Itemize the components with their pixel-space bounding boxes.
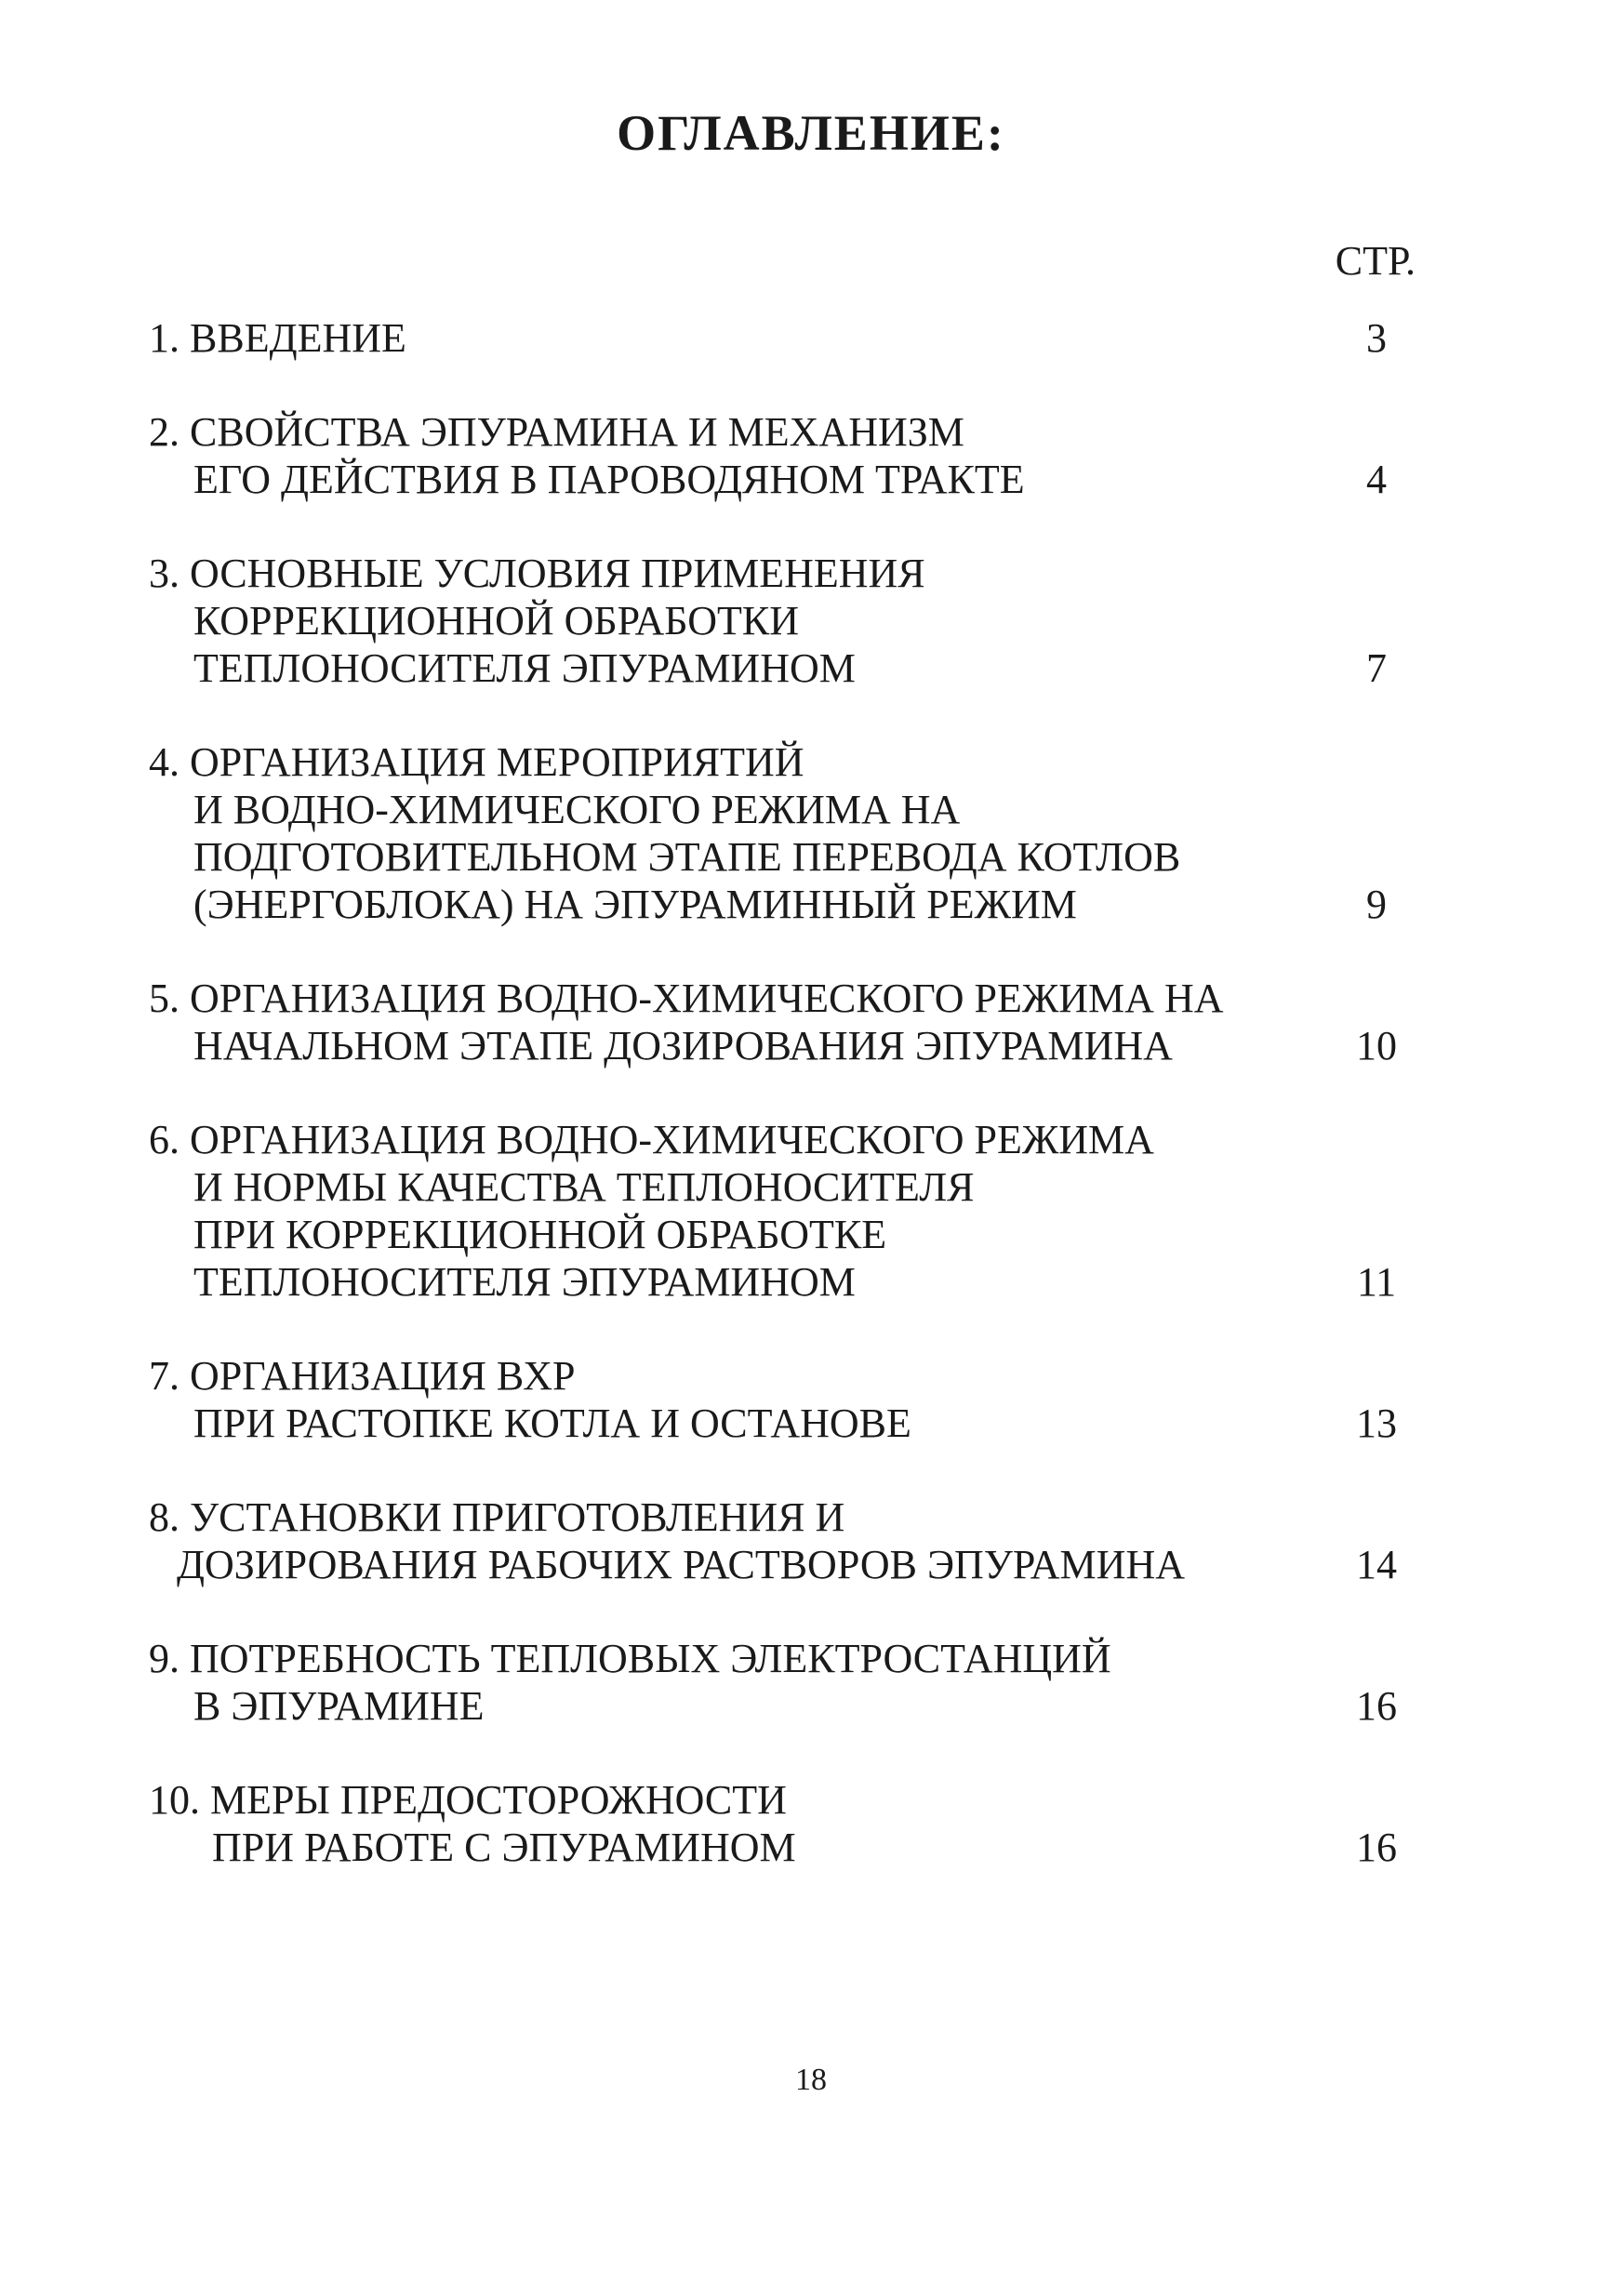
toc-entry bbox=[149, 1635, 1414, 1730]
toc-entry-line: ПОДГОТОВИТЕЛЬНОМ ЭТАПЕ ПЕРЕВОДА КОТЛОВ bbox=[193, 834, 1181, 880]
toc-entry bbox=[149, 1493, 1414, 1588]
toc-entry-line: 4. ОРГАНИЗАЦИЯ МЕРОПРИЯТИЙ bbox=[149, 739, 804, 785]
toc-list bbox=[149, 314, 1414, 1918]
toc-entry-line: ТЕПЛОНОСИТЕЛЯ ЭПУРАМИНОМ bbox=[193, 645, 856, 691]
toc-entry-page: 16 bbox=[1356, 1683, 1397, 1729]
toc-entry-line: 1. ВВЕДЕНИЕ bbox=[149, 315, 406, 361]
toc-entry-line: И ВОДНО-ХИМИЧЕСКОГО РЕЖИМА НА bbox=[193, 787, 961, 832]
toc-entry-page: 14 bbox=[1356, 1542, 1397, 1587]
toc-entry bbox=[149, 1352, 1414, 1447]
toc-entry-line: 6. ОРГАНИЗАЦИЯ ВОДНО-ХИМИЧЕСКОГО РЕЖИМА bbox=[149, 1117, 1154, 1162]
toc-entry-line: В ЭПУРАМИНЕ bbox=[193, 1683, 485, 1729]
toc-entry-line: 3. ОСНОВНЫЕ УСЛОВИЯ ПРИМЕНЕНИЯ bbox=[149, 551, 925, 596]
toc-entry-line: ТЕПЛОНОСИТЕЛЯ ЭПУРАМИНОМ bbox=[193, 1259, 856, 1305]
toc-entry bbox=[149, 1776, 1414, 1871]
toc-entry-line: 9. ПОТРЕБНОСТЬ ТЕПЛОВЫХ ЭЛЕКТРОСТАНЦИЙ bbox=[149, 1636, 1111, 1681]
toc-entry-line: ПРИ РАБОТЕ С ЭПУРАМИНОМ bbox=[212, 1825, 796, 1870]
toc-entry bbox=[149, 1116, 1414, 1306]
toc-entry-page: 4 bbox=[1366, 457, 1387, 502]
toc-entry bbox=[149, 738, 1414, 928]
toc-entry bbox=[149, 408, 1414, 503]
toc-entry-line: ПРИ РАСТОПКЕ КОТЛА И ОСТАНОВЕ bbox=[193, 1400, 911, 1446]
toc-entry-line: ЕГО ДЕЙСТВИЯ В ПАРОВОДЯНОМ ТРАКТЕ bbox=[193, 457, 1025, 502]
toc-entry-line: ДОЗИРОВАНИЯ РАБОЧИХ РАСТВОРОВ ЭПУРАМИНА bbox=[177, 1542, 1185, 1587]
toc-entry-line: 2. СВОЙСТВА ЭПУРАМИНА И МЕХАНИЗМ bbox=[149, 409, 964, 455]
toc-entry-page: 16 bbox=[1356, 1825, 1397, 1870]
toc-entry bbox=[149, 975, 1414, 1069]
page-number: 18 bbox=[795, 2063, 827, 2097]
page-column-header: СТР. bbox=[1335, 238, 1416, 284]
toc-entry-page: 3 bbox=[1366, 315, 1387, 361]
toc-entry-page: 11 bbox=[1356, 1259, 1397, 1305]
toc-entry-line: КОРРЕКЦИОННОЙ ОБРАБОТКИ bbox=[193, 598, 800, 644]
toc-entry-line: (ЭНЕРГОБЛОКА) НА ЭПУРАМИННЫЙ РЕЖИМ bbox=[193, 882, 1077, 927]
toc-entry-line: НАЧАЛЬНОМ ЭТАПЕ ДОЗИРОВАНИЯ ЭПУРАМИНА bbox=[193, 1023, 1173, 1068]
toc-entry-page: 10 bbox=[1356, 1023, 1397, 1068]
toc-entry-page: 9 bbox=[1366, 882, 1387, 927]
toc-entry-line: 7. ОРГАНИЗАЦИЯ ВХР bbox=[149, 1353, 576, 1399]
toc-entry-page: 7 bbox=[1366, 645, 1387, 691]
toc-entry-line: И НОРМЫ КАЧЕСТВА ТЕПЛОНОСИТЕЛЯ bbox=[193, 1164, 975, 1210]
toc-entry-line: 10. МЕРЫ ПРЕДОСТОРОЖНОСТИ bbox=[149, 1777, 787, 1823]
toc-entry-line: ПРИ КОРРЕКЦИОННОЙ ОБРАБОТКЕ bbox=[193, 1212, 887, 1257]
page-title: ОГЛАВЛЕНИЕ: bbox=[617, 105, 1005, 161]
toc-entry-page: 13 bbox=[1356, 1400, 1397, 1446]
toc-entry bbox=[149, 550, 1414, 692]
toc-entry bbox=[149, 314, 1414, 362]
toc-entry-line: 5. ОРГАНИЗАЦИЯ ВОДНО-ХИМИЧЕСКОГО РЕЖИМА НА bbox=[149, 975, 1224, 1021]
toc-entry-line: 8. УСТАНОВКИ ПРИГОТОВЛЕНИЯ И bbox=[149, 1494, 845, 1540]
